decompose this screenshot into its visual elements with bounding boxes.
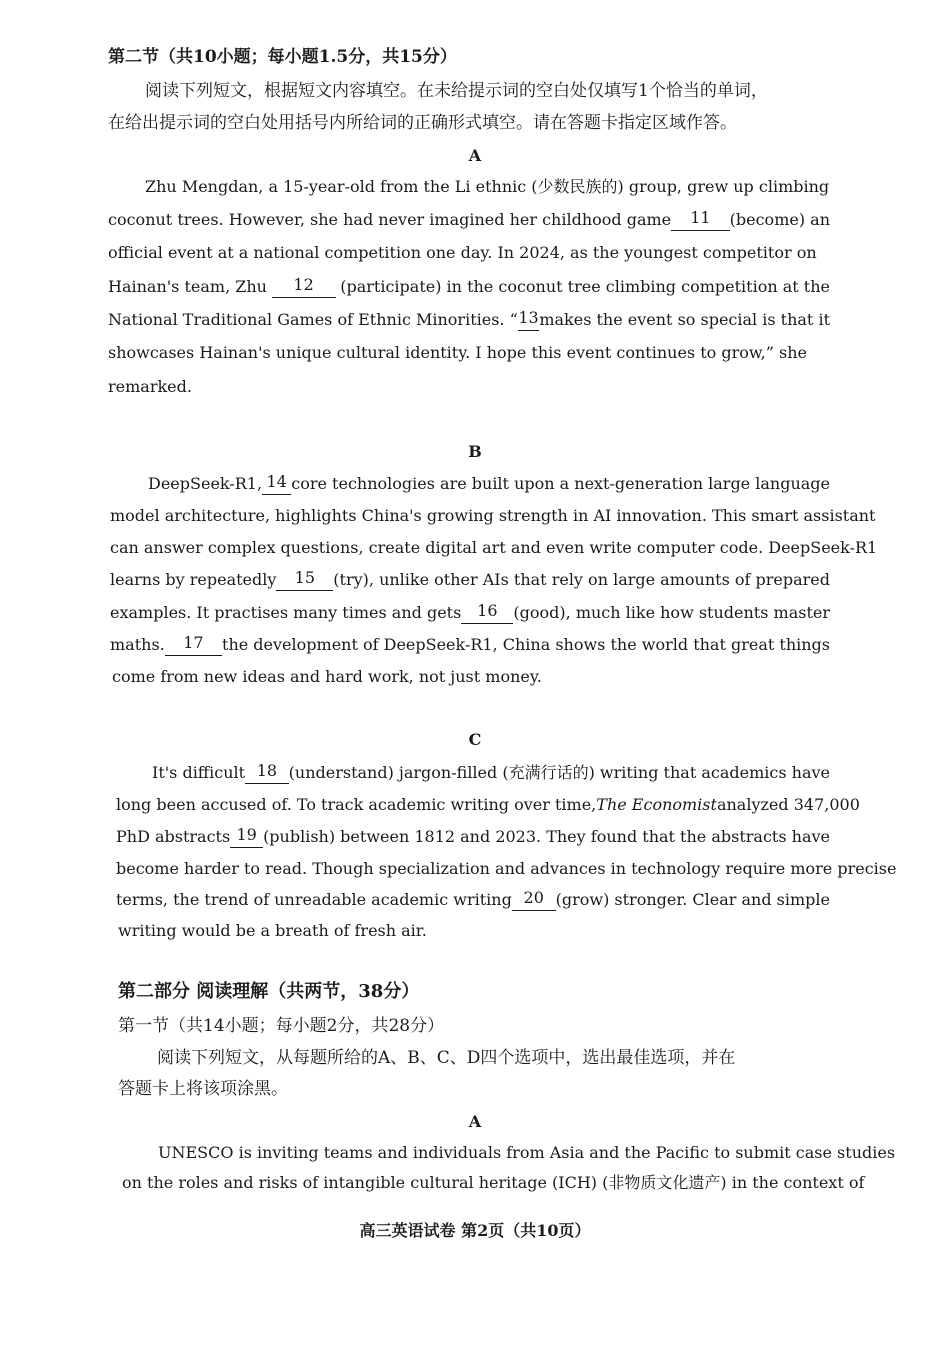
passage-heading: C (468, 730, 482, 749)
text: long been accused of. To track academic writing over time, (116, 795, 597, 814)
part-header: 第二部分 阅读理解（共两节，38分） (118, 981, 420, 1002)
passage-line (110, 537, 878, 559)
text: official event at a national competition one day. In 2024, as the youngest competitor on (108, 243, 817, 262)
passage-line (116, 889, 830, 911)
blank-16: 16 (461, 602, 513, 624)
blank-12: 12 (272, 276, 336, 298)
text: National Traditional Games of Ethnic Minorities. “ (108, 310, 518, 329)
text: makes the event so special is that it (539, 310, 830, 329)
passage-line (108, 209, 830, 231)
passage-line: come from new ideas and hard work, not just money. (112, 667, 542, 686)
passage-line (158, 1142, 896, 1164)
text: coconut trees. However, she had never imagined her childhood game (108, 210, 672, 229)
passage-line (110, 505, 876, 527)
passage-heading: A (468, 146, 482, 165)
text: can answer complex questions, create digital art and even write computer code. DeepSeek-R1 (110, 538, 878, 557)
text: (good), much like how students master (513, 603, 830, 622)
instruction-line: 答题卡上将该项涂黑。 (118, 1079, 288, 1099)
text: the development of DeepSeek-R1, China shows the world that great things (222, 635, 830, 654)
text: on the roles and risks of intangible cultural heritage (ICH) (非物质文化遗产) in the context of (122, 1173, 865, 1192)
passage-line (110, 602, 830, 624)
text: terms, the trend of unreadable academic writing (116, 890, 512, 909)
instruction-line: 在给出提示词的空白处用括号内所给词的正确形式填空。请在答题卡指定区域作答。 (108, 113, 737, 133)
text: maths. (110, 635, 165, 654)
text: learns by repeatedly (110, 570, 277, 589)
text: (try), unlike other AIs that rely on large amounts of prepared (333, 570, 830, 589)
text: It's difficult (152, 763, 246, 782)
passage-line: remarked. (108, 377, 192, 396)
passage-line (116, 826, 830, 848)
passage-line (108, 242, 830, 264)
text: DeepSeek-R1, (148, 474, 263, 493)
page-footer: 高三英语试卷 第2页（共10页） (359, 1221, 591, 1240)
text: (become) an (729, 210, 830, 229)
passage-line (116, 858, 897, 880)
text: (understand) jargon-filled (充满行话的) writing that academics have (288, 763, 830, 782)
passage-line (108, 276, 830, 298)
text: become harder to read. Though specialization and advances in technology require more precise (116, 859, 897, 878)
blank-19: 19 (230, 826, 263, 848)
text: analyzed 347,000 (716, 795, 860, 814)
instruction-line: 阅读下列短文，从每题所给的A、B、C、D四个选项中，选出最佳选项，并在 (157, 1048, 736, 1068)
passage-line (108, 342, 830, 364)
instruction-line: 阅读下列短文，根据短文内容填空。在未给提示词的空白处仅填写1个恰当的单词， (145, 81, 768, 101)
text: Zhu Mengdan, a 15-year-old from the Li ethnic (少数民族的) group, grew up climbing (145, 177, 830, 196)
section-header: 第二节（共10小题；每小题1.5分，共15分） (108, 47, 457, 67)
passage-heading: B (468, 442, 482, 461)
text: UNESCO is inviting teams and individuals from Asia and the Pacific to submit case studies (158, 1143, 896, 1162)
text: model architecture, highlights China's growing strength in AI innovation. This smart assistant (110, 506, 876, 525)
blank-11: 11 (671, 209, 729, 231)
passage-line: writing would be a breath of fresh air. (118, 921, 427, 940)
passage-line (108, 309, 830, 331)
text: core technologies are built upon a next-generation large language (291, 474, 830, 493)
blank-13: 13 (518, 309, 540, 331)
blank-15: 15 (276, 569, 333, 591)
blank-20: 20 (512, 889, 556, 911)
passage-line (152, 762, 830, 784)
blank-17: 17 (165, 634, 222, 656)
text: (grow) stronger. Clear and simple (555, 890, 830, 909)
text: showcases Hainan's unique cultural identity. I hope this event continues to grow,” she (108, 343, 808, 362)
blank-14: 14 (262, 473, 291, 495)
passage-line (116, 794, 860, 816)
passage-heading: A (468, 1112, 482, 1131)
text: PhD abstracts (116, 827, 231, 846)
section-header: 第一节（共14小题；每小题2分，共28分） (118, 1016, 445, 1036)
passage-line (122, 1172, 865, 1194)
passage-line (145, 176, 830, 198)
text: (publish) between 1812 and 2023. They found that the abstracts have (263, 827, 830, 846)
passage-line (110, 634, 830, 656)
text: examples. It practises many times and gets (110, 603, 462, 622)
blank-18: 18 (245, 762, 289, 784)
text: (participate) in the coconut tree climbing competition at the (340, 277, 830, 296)
publication-name: The Economist (596, 795, 717, 814)
passage-line (110, 569, 830, 591)
passage-line (148, 473, 830, 495)
text: Hainan's team, Zhu (108, 277, 267, 296)
